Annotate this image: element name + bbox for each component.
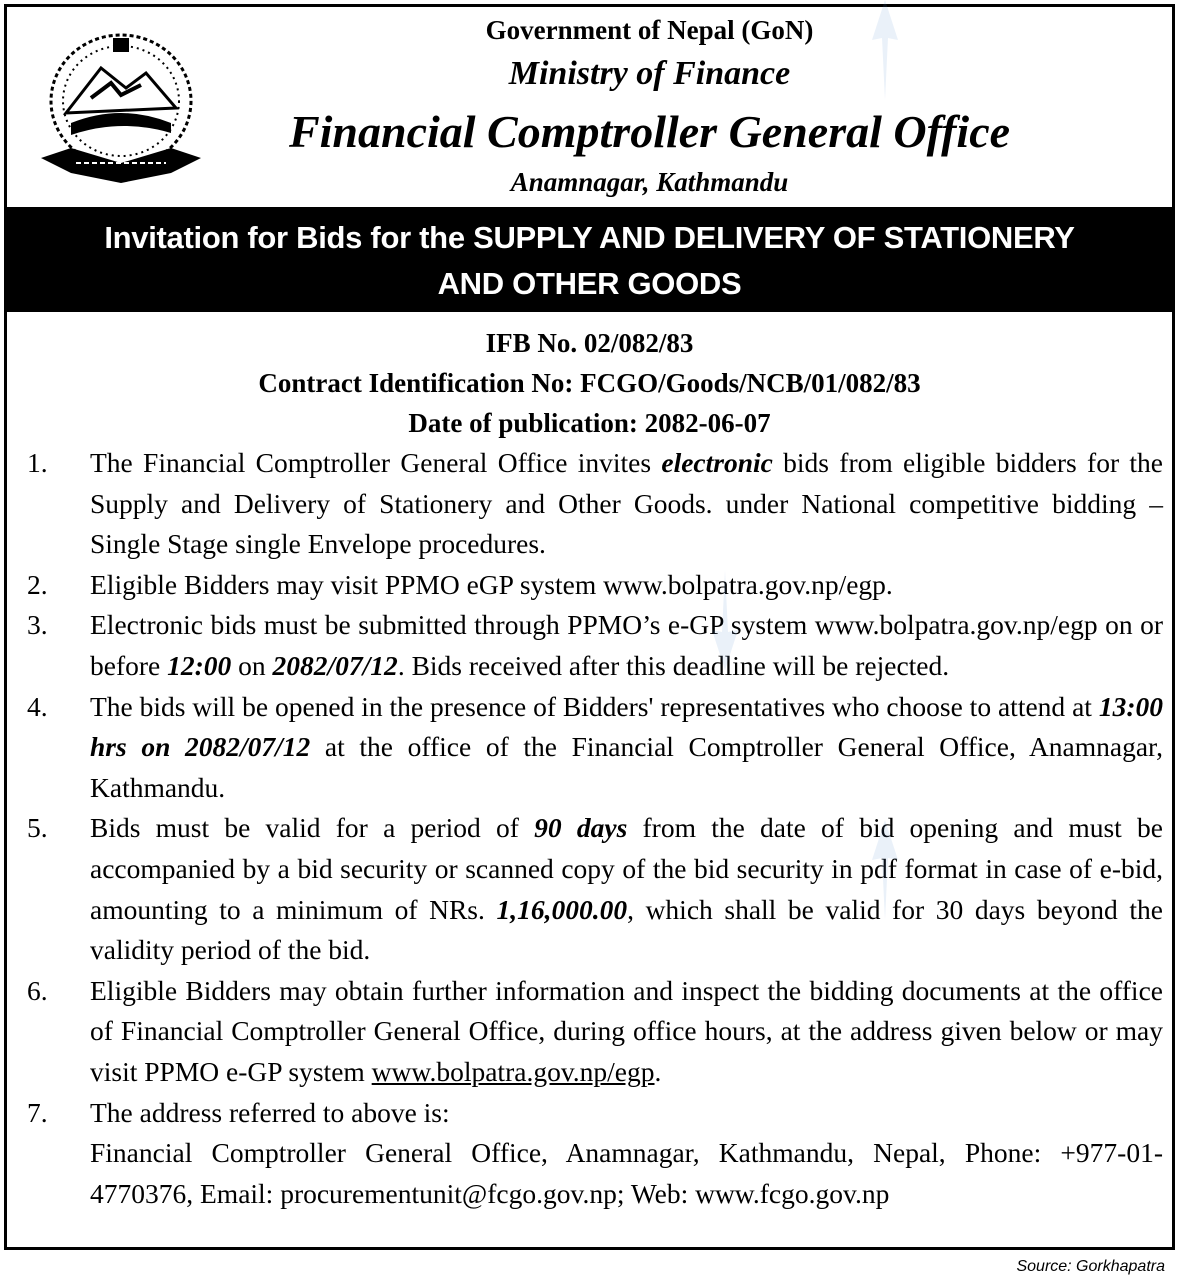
emphasis-time: 12:00 xyxy=(167,649,232,681)
text-segment: Electronic bids must be submitted through PPMO’s e-GP system www.bolpatra.gov.np/egp on or before xyxy=(90,609,1163,681)
item-text xyxy=(90,687,1163,809)
text-segment: The Financial Comptroller General Office invites xyxy=(90,447,662,478)
emphasis: electronic xyxy=(661,447,773,478)
list-item-6 xyxy=(27,971,1163,1093)
text-segment: , which shall be valid for 30 days beyond the validity period of the bid. xyxy=(90,893,1163,966)
reference-block xyxy=(7,323,1172,443)
list-item-2 xyxy=(27,565,1163,606)
item-number: 7. xyxy=(27,1096,48,1128)
item-number: 6. xyxy=(27,974,48,1006)
banner-line-1: Invitation for Bids for the SUPPLY AND DELIVERY OF STATIONERY xyxy=(104,220,1075,255)
list-item-4 xyxy=(27,687,1163,809)
item-number: 2. xyxy=(27,568,48,600)
item-number: 1. xyxy=(27,447,48,478)
text-segment: Bids must be valid for a period of xyxy=(90,812,535,844)
text-segment: from the date of bid opening and must be accompanied by a bid security or scanned copy of the bid security in pdf format in case of e-bid, amounting to a minimum of NRs. xyxy=(90,812,1163,925)
list-item-1 xyxy=(27,443,1163,565)
list-item-3 xyxy=(27,605,1163,686)
item-number: 4. xyxy=(27,690,48,722)
item-text xyxy=(90,808,1163,970)
item-text xyxy=(90,971,1163,1093)
item-text xyxy=(90,1093,1163,1215)
item-number: 5. xyxy=(27,812,48,844)
office-address: Anamnagar, Kathmandu xyxy=(510,167,789,197)
item-text: Eligible Bidders may visit PPMO eGP system www.bolpatra.gov.np/egp. xyxy=(90,568,893,600)
banner-line-2: AND OTHER GOODS xyxy=(437,266,742,301)
text-segment: . Bids received after this deadline will be rejected. xyxy=(397,649,950,681)
emphasis-days: 90 days xyxy=(534,812,628,844)
emphasis-amount: 1,16,000.00 xyxy=(496,893,628,925)
address-intro: The address referred to above is: xyxy=(90,1096,450,1128)
bolpatra-link[interactable]: www.bolpatra.gov.np/egp xyxy=(371,1055,655,1087)
text-segment: on xyxy=(231,649,273,681)
publication-date: Date of publication: 2082-06-07 xyxy=(408,408,771,438)
list-item-5 xyxy=(27,808,1163,970)
text-segment: . xyxy=(654,1055,662,1087)
text-segment: The bids will be opened in the presence of Bidders' representatives who choose to attend at xyxy=(90,690,1099,722)
office-title: Financial Comptroller General Office xyxy=(288,106,1011,157)
government-title: Government of Nepal (GoN) xyxy=(485,15,814,45)
text-segment: bids from eligible bidders for the Supply and Delivery of Stationery and Other Goods. under National competitive bidding – Single Stage single Envelope procedures. xyxy=(90,447,1163,560)
text-segment: Eligible Bidders may obtain further information and inspect the bidding documents at the office of Financial Comptroller General Office, during office hours, at the address given below or may visit PPMO e-GP system xyxy=(90,974,1163,1087)
notice-header xyxy=(7,7,1172,207)
notice-items xyxy=(27,443,1163,1214)
text-segment: at the office of the Financial Comptroller General Office, Anamnagar, Kathmandu. xyxy=(90,731,1163,803)
ifb-number: IFB No. 02/082/83 xyxy=(485,328,694,358)
emphasis-date: 2082/07/12 xyxy=(272,649,398,681)
item-text xyxy=(90,443,1163,565)
item-text xyxy=(90,605,1163,686)
list-item-7 xyxy=(27,1093,1163,1215)
notice-frame xyxy=(4,4,1175,1250)
source-credit: Source: Gorkhapatra xyxy=(1016,1258,1165,1275)
emphasis: 13:00 hrs on 2082/07/12 xyxy=(90,690,1163,763)
item-number: 3. xyxy=(27,609,48,641)
office-contact: Financial Comptroller General Office, Anamnagar, Kathmandu, Nepal, Phone: +977-01-4770376, Email: procurementunit@fcgo.gov.np; Web: www.fcgo.gov.np xyxy=(90,1137,1163,1209)
ministry-title: Ministry of Finance xyxy=(508,55,791,92)
notice-banner xyxy=(7,207,1172,312)
contract-id: Contract Identification No: FCGO/Goods/NCB/01/082/83 xyxy=(258,368,921,398)
